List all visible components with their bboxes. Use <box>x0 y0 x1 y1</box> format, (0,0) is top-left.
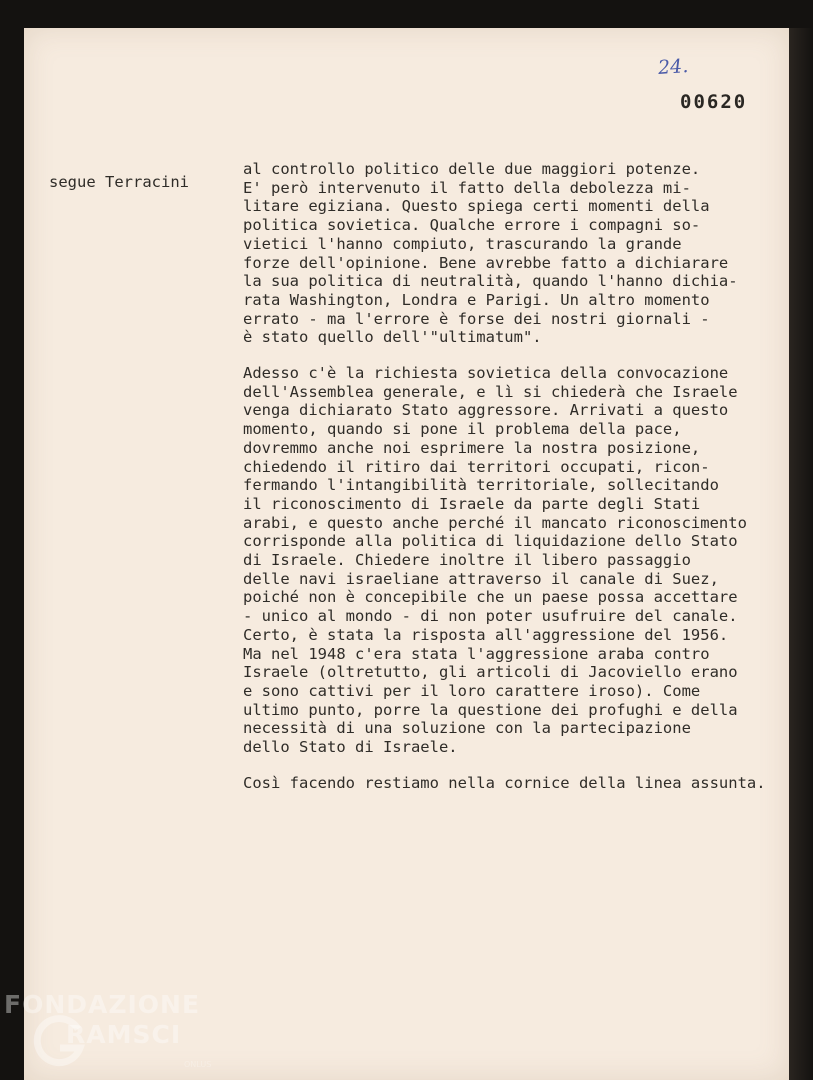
text-line: Adesso c'è la richiesta sovietica della convocazione <box>243 364 729 383</box>
text-line: dovremmo anche noi esprimere la nostra posizione, <box>243 438 701 457</box>
text-line: Ma nel 1948 c'era stata l'aggressione araba contro <box>243 644 710 663</box>
body-text <box>243 160 788 793</box>
text-line: al controllo politico delle due maggiori potenze. <box>243 160 701 178</box>
text-line: fermando l'intangibilità territoriale, sollecitando <box>243 476 719 495</box>
fondazione-gramsci-watermark <box>4 990 214 1080</box>
text-line: venga dichiarato Stato aggressore. Arrivati a questo <box>243 401 729 420</box>
text-line: forze dell'opinione. Bene avrebbe fatto a dichiarare <box>243 253 729 272</box>
text-line: e sono cattivi per il loro carattere iroso). Come <box>243 681 701 700</box>
text-line: corrisponde alla politica di liquidazione dello Stato <box>243 532 738 551</box>
text-line: la sua politica di neutralità, quando l'hanno dichia- <box>243 272 738 291</box>
text-line: E' però intervenuto il fatto della debolezza mi- <box>243 178 691 197</box>
text-line: dello Stato di Israele. <box>243 738 458 757</box>
watermark-line-2: RAMSCI <box>66 1020 182 1049</box>
text-line: Israele (oltretutto, gli articoli di Jacoviello erano <box>243 663 738 682</box>
text-line: è stato quello dell'"ultimatum". <box>243 328 542 347</box>
text-line: di Israele. Chiedere inoltre il libero passaggio <box>243 551 691 570</box>
archive-number: 00620 <box>680 91 748 113</box>
paragraph-3 <box>243 774 788 793</box>
text-line: ultimo punto, porre la questione dei profughi e della <box>243 700 738 719</box>
speaker-label: segue Terracini <box>49 173 189 191</box>
text-line: vietici l'hanno compiuto, trascurando la grande <box>243 234 682 253</box>
paragraph-1 <box>243 160 788 347</box>
watermark-line-1: FONDAZIONE <box>4 990 201 1019</box>
text-line: poiché non è concepibile che un paese possa accettare <box>243 588 738 607</box>
text-line: politica sovietica. Qualche errore i compagni so- <box>243 216 701 235</box>
text-line: momento, quando si pone il problema della pace, <box>243 420 682 439</box>
text-line: - unico al mondo - di non poter usufruire del canale. <box>243 607 738 626</box>
text-line: litare egiziana. Questo spiega certi momenti della <box>243 197 710 216</box>
text-line: rata Washington, Londra e Parigi. Un altro momento <box>243 290 710 309</box>
text-line: chiedendo il ritiro dai territori occupati, ricon- <box>243 457 710 476</box>
text-line: necessità di una soluzione con la partecipazione <box>243 719 691 738</box>
page-edge-shadow <box>789 28 813 1080</box>
handwritten-page-number: 24. <box>657 54 689 80</box>
text-line: arabi, e questo anche perché il mancato riconoscimento <box>243 513 747 532</box>
paragraph-2 <box>243 364 788 757</box>
text-line: dell'Assemblea generale, e lì si chiederà che Israele <box>243 382 738 401</box>
text-line: Certo, è stata la risposta all'aggressione del 1956. <box>243 625 729 644</box>
text-line: Così facendo restiamo nella cornice della linea assunta. <box>243 773 766 792</box>
text-line: il riconoscimento di Israele da parte degli Stati <box>243 494 701 513</box>
watermark-onlus: ONLUS <box>184 1060 212 1069</box>
text-line: errato - ma l'errore è forse dei nostri giornali - <box>243 309 710 328</box>
text-line: delle navi israeliane attraverso il canale di Suez, <box>243 569 719 588</box>
